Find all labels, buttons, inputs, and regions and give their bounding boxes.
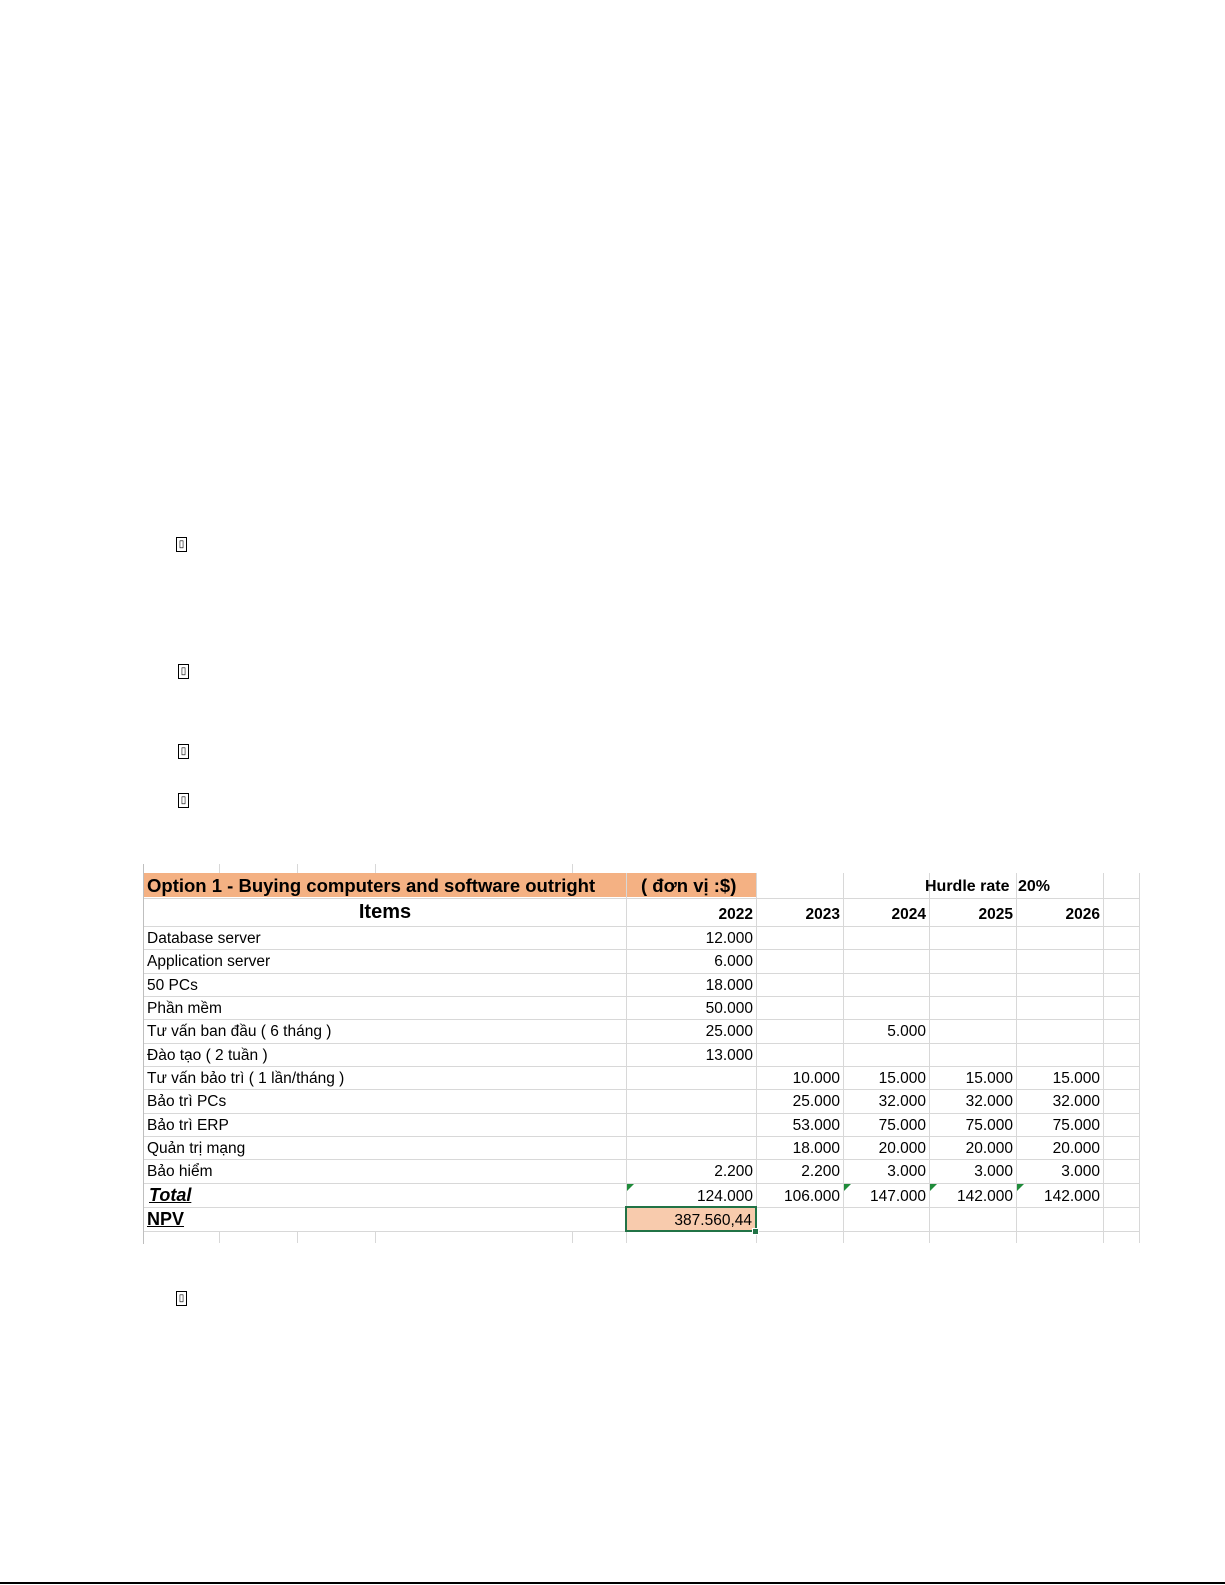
gridline <box>1103 873 1104 1243</box>
hurdle-rate-value: 20% <box>1018 878 1051 895</box>
row-value: 15.000 <box>878 1070 926 1087</box>
missing-glyph-icon: ▯ <box>178 744 189 759</box>
row-label: Bảo hiểm <box>147 1163 213 1180</box>
row-value: 32.000 <box>878 1093 926 1110</box>
items-header: Items <box>358 901 412 923</box>
gridline <box>375 1231 376 1243</box>
missing-glyph-icon: ▯ <box>176 537 187 552</box>
page-bottom-rule <box>0 1582 1225 1584</box>
error-indicator-icon <box>930 1184 937 1191</box>
row-value: 18.000 <box>705 977 753 994</box>
total-label: Total <box>149 1185 192 1205</box>
row-label: 50 PCs <box>147 977 198 994</box>
row-label: Database server <box>147 930 261 947</box>
gridline <box>219 864 220 873</box>
missing-glyph-icon: ▯ <box>178 793 189 808</box>
row-value: 75.000 <box>965 1117 1013 1134</box>
row-value: 15.000 <box>1052 1070 1100 1087</box>
row-label: Phần mềm <box>147 1000 222 1017</box>
year-header-2026: 2026 <box>1065 906 1100 923</box>
year-header-2022: 2022 <box>718 906 753 923</box>
row-label: Application server <box>147 953 271 970</box>
npv-value-cell[interactable]: 387.560,44 <box>625 1206 757 1232</box>
row-label: Quản trị mạng <box>147 1140 246 1157</box>
row-value: 12.000 <box>705 930 753 947</box>
total-value: 147.000 <box>869 1188 926 1205</box>
row-value: 25.000 <box>705 1023 753 1040</box>
missing-glyph-icon: ▯ <box>178 664 189 679</box>
year-header-2023: 2023 <box>805 906 840 923</box>
gridline <box>297 864 298 873</box>
year-header-2025: 2025 <box>978 906 1013 923</box>
unit-label: ( đơn vị :$) <box>641 875 737 896</box>
spreadsheet-screenshot <box>144 873 1139 1257</box>
total-value: 142.000 <box>1043 1188 1100 1205</box>
sheet-title: Option 1 - Buying computers and software outright <box>147 875 596 896</box>
row-value: 3.000 <box>887 1163 926 1180</box>
row-value: 18.000 <box>792 1140 840 1157</box>
row-value: 20.000 <box>878 1140 926 1157</box>
gridline <box>1139 873 1140 1243</box>
row-value: 3.000 <box>974 1163 1013 1180</box>
row-value: 32.000 <box>1052 1093 1100 1110</box>
row-value: 5.000 <box>887 1023 926 1040</box>
row-value: 6.000 <box>714 953 753 970</box>
row-value: 32.000 <box>965 1093 1013 1110</box>
row-label: Bảo trì PCs <box>147 1093 227 1110</box>
error-indicator-icon <box>844 1184 851 1191</box>
total-value: 142.000 <box>956 1188 1013 1205</box>
row-value: 10.000 <box>792 1070 840 1087</box>
year-header-2024: 2024 <box>891 906 926 923</box>
row-value: 3.000 <box>1061 1163 1100 1180</box>
row-value: 25.000 <box>792 1093 840 1110</box>
missing-glyph-icon: ▯ <box>176 1291 187 1306</box>
row-value: 20.000 <box>1052 1140 1100 1157</box>
row-label: Đào tạo ( 2 tuần ) <box>147 1047 268 1064</box>
npv-label: NPV <box>147 1209 185 1229</box>
row-value: 2.200 <box>801 1163 840 1180</box>
row-value: 75.000 <box>1052 1117 1100 1134</box>
gridline <box>572 864 573 873</box>
error-indicator-icon <box>1017 1184 1024 1191</box>
row-label: Tư vấn ban đầu ( 6 tháng ) <box>147 1023 332 1040</box>
row-value: 2.200 <box>714 1163 753 1180</box>
row-value: 13.000 <box>705 1047 753 1064</box>
hurdle-rate-label: Hurdle rate <box>925 878 1010 895</box>
gridline <box>297 1231 298 1243</box>
total-value: 124.000 <box>696 1188 753 1205</box>
error-indicator-icon <box>627 1184 634 1191</box>
fill-handle[interactable] <box>752 1228 759 1235</box>
row-value: 75.000 <box>878 1117 926 1134</box>
row-label: Bảo trì ERP <box>147 1117 229 1134</box>
total-value: 106.000 <box>783 1188 840 1205</box>
row-value: 15.000 <box>965 1070 1013 1087</box>
gridline <box>572 1231 573 1243</box>
row-value: 50.000 <box>705 1000 753 1017</box>
gridline <box>219 1231 220 1243</box>
row-label: Tư vấn bảo trì ( 1 lần/tháng ) <box>147 1070 345 1087</box>
row-value: 53.000 <box>792 1117 840 1134</box>
gridline <box>375 864 376 873</box>
row-value: 20.000 <box>965 1140 1013 1157</box>
